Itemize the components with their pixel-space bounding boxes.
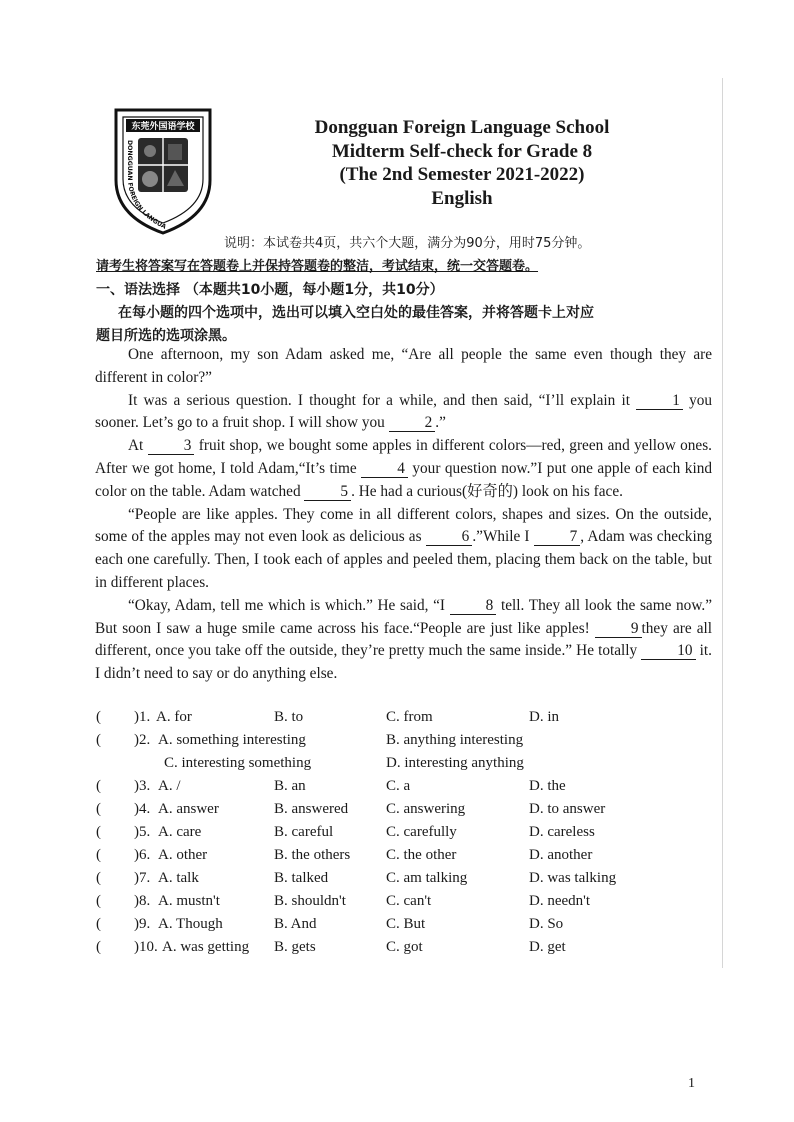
- question-number: )6.: [134, 847, 151, 863]
- blank-4: 4: [361, 461, 408, 478]
- crest-top-text: 东莞外国语学校: [131, 122, 195, 132]
- option-d: D. needn't: [529, 893, 591, 909]
- option-d: D. So: [529, 916, 564, 932]
- passage-paragraph-1: [95, 344, 712, 390]
- passage-text: “Okay, Adam, tell me which is which.” He said, “I: [128, 596, 446, 614]
- option-c: C. interesting something: [164, 755, 312, 771]
- answer-paren: (: [96, 893, 101, 909]
- blank-2: 2: [389, 415, 436, 432]
- subject: English: [431, 187, 493, 209]
- option-d: D. get: [529, 939, 566, 955]
- passage-text: they are all different, once you take off the outside, they’re pretty much the same inside.” He totally: [95, 619, 712, 660]
- option-d: D. another: [529, 847, 593, 863]
- exam-title: [252, 116, 672, 210]
- passage-text: “People are like apples. They come in all different colors, shapes and sizes. On the outside, some of the apples may not even look as delicious as: [95, 505, 712, 546]
- option-a: A. answer: [158, 801, 219, 817]
- option-a: A. something interesting: [158, 732, 306, 748]
- answer-paren: (: [96, 801, 101, 817]
- option-c: C. answering: [386, 801, 466, 817]
- school-name: Dongguan Foreign Language School: [314, 117, 610, 138]
- section-instruction-1: 在每小题的四个选项中，选出可以填入空白处的最佳答案，并将答题卡上对应: [118, 305, 594, 321]
- passage-text: , Adam was checking each one carefully. Then, I took each of apples and peeled them, placing them back on the table, but in different places.: [95, 528, 712, 591]
- option-b: B. careful: [274, 824, 334, 840]
- option-c: C. from: [386, 709, 433, 725]
- answer-paren: (: [96, 916, 101, 932]
- school-crest: [112, 104, 214, 236]
- blank-1: 1: [636, 393, 683, 410]
- page-edge-line: [722, 78, 723, 968]
- option-a: A. care: [158, 824, 202, 840]
- answer-paren: (: [96, 847, 101, 863]
- option-b: B. to: [274, 709, 304, 725]
- option-c: C. can't: [386, 893, 432, 909]
- passage-text: your question now.”I put one apple of each kind color on the table. Adam watched: [95, 459, 712, 500]
- option-d: D. in: [529, 709, 559, 725]
- option-a: A. was getting: [162, 939, 250, 955]
- exam-name: Midterm Self-check for Grade 8: [331, 140, 593, 162]
- question-number: )7.: [134, 870, 151, 886]
- blank-9: 9: [595, 621, 642, 638]
- option-c: C. the other: [386, 847, 457, 863]
- answer-paren: (: [96, 709, 101, 725]
- passage-text: fruit shop, we bought some apples in different colors—red, green and yellow ones. After we got home, I told Adam,“It’s time: [95, 437, 713, 477]
- passage-text: it. I didn’t need to say or do anything else.: [95, 642, 712, 683]
- option-a: A. talk: [158, 870, 199, 886]
- question-number: )9.: [134, 916, 151, 932]
- exam-note: 说明：本试卷共4页，共六个大题，满分为90分，用时75分钟。: [224, 236, 591, 251]
- section-title: 一、语法选择 （本题共10小题，每小题1分，共10分）: [96, 282, 444, 298]
- page-number: 1: [688, 1076, 695, 1091]
- question-number: )4.: [134, 801, 151, 817]
- answer-paren: (: [96, 824, 101, 840]
- blank-10: 10: [641, 643, 695, 660]
- blank-3: 3: [148, 438, 195, 455]
- option-a: A. mustn't: [158, 893, 220, 909]
- option-a: A. for: [156, 709, 192, 725]
- passage-text: At: [128, 437, 144, 455]
- option-b: B. And: [274, 916, 317, 932]
- option-b: B. answered: [274, 801, 349, 817]
- option-d: D. the: [529, 778, 566, 794]
- option-d: D. was talking: [529, 870, 617, 886]
- question-number: )5.: [134, 824, 151, 840]
- option-c: C. carefully: [386, 824, 457, 840]
- option-c: C. But: [386, 916, 426, 932]
- passage-text: you sooner. Let’s go to a fruit shop. I will show you: [95, 391, 713, 432]
- question-number: )1.: [134, 709, 151, 725]
- option-d: D. careless: [529, 824, 595, 840]
- question-number: )10.: [134, 939, 158, 955]
- school-crest-emblem: [112, 104, 214, 236]
- blank-8: 8: [450, 598, 497, 615]
- passage-paragraph-4: [95, 504, 712, 595]
- passage-text: One afternoon, my son Adam asked me, “Are all people the same even though they are different in color?”: [95, 346, 712, 386]
- passage-text: tell. They all look the same now.” But soon I saw a huge smile came across his face.“People are just like apples!: [95, 596, 712, 637]
- option-d: D. to answer: [529, 801, 606, 817]
- passage-text: .”: [435, 414, 446, 432]
- question-number: )8.: [134, 893, 151, 909]
- option-d: D. interesting anything: [386, 755, 524, 771]
- option-b: B. anything interesting: [386, 732, 524, 748]
- option-a: A. other: [158, 847, 208, 863]
- passage-paragraph-2: [95, 390, 712, 436]
- option-b: B. talked: [274, 870, 329, 886]
- passage-text: It was a serious question. I thought for a while, and then said, “I’ll explain it: [128, 391, 630, 409]
- crest-arc-text: DONGGUAN FOREIGN LANGUA: [125, 140, 168, 231]
- exam-warning: 请考生将答案写在答题卷上并保持答题卷的整洁，考试结束，统一交答题卷。: [96, 259, 539, 274]
- passage-paragraph-5: [95, 595, 712, 686]
- option-b: B. the others: [274, 847, 351, 863]
- option-b: B. gets: [274, 939, 316, 955]
- option-c: C. a: [386, 778, 411, 794]
- answer-paren: (: [96, 870, 101, 886]
- passage-paragraph-3: [95, 435, 712, 503]
- blank-7: 7: [534, 529, 581, 546]
- semester: (The 2nd Semester 2021-2022): [339, 164, 585, 185]
- passage-text: .”While I: [472, 528, 530, 546]
- option-a: A. Though: [158, 916, 223, 932]
- question-number: )2.: [134, 732, 151, 748]
- section-instruction-2: 题目所选的选项涂黑。: [96, 328, 236, 344]
- answer-paren: (: [96, 939, 101, 955]
- answer-paren: (: [96, 732, 101, 748]
- option-b: B. shouldn't: [274, 893, 346, 909]
- blank-5: 5: [304, 484, 351, 501]
- passage-text: . He had a curious(好奇的) look on his face.: [351, 482, 623, 500]
- question-number: )3.: [134, 778, 151, 794]
- option-a: A. /: [158, 778, 181, 794]
- option-b: B. an: [274, 778, 306, 794]
- reading-passage: [95, 344, 712, 686]
- blank-6: 6: [426, 529, 473, 546]
- option-c: C. am talking: [386, 870, 468, 886]
- option-c: C. got: [386, 939, 423, 955]
- answer-paren: (: [96, 778, 101, 794]
